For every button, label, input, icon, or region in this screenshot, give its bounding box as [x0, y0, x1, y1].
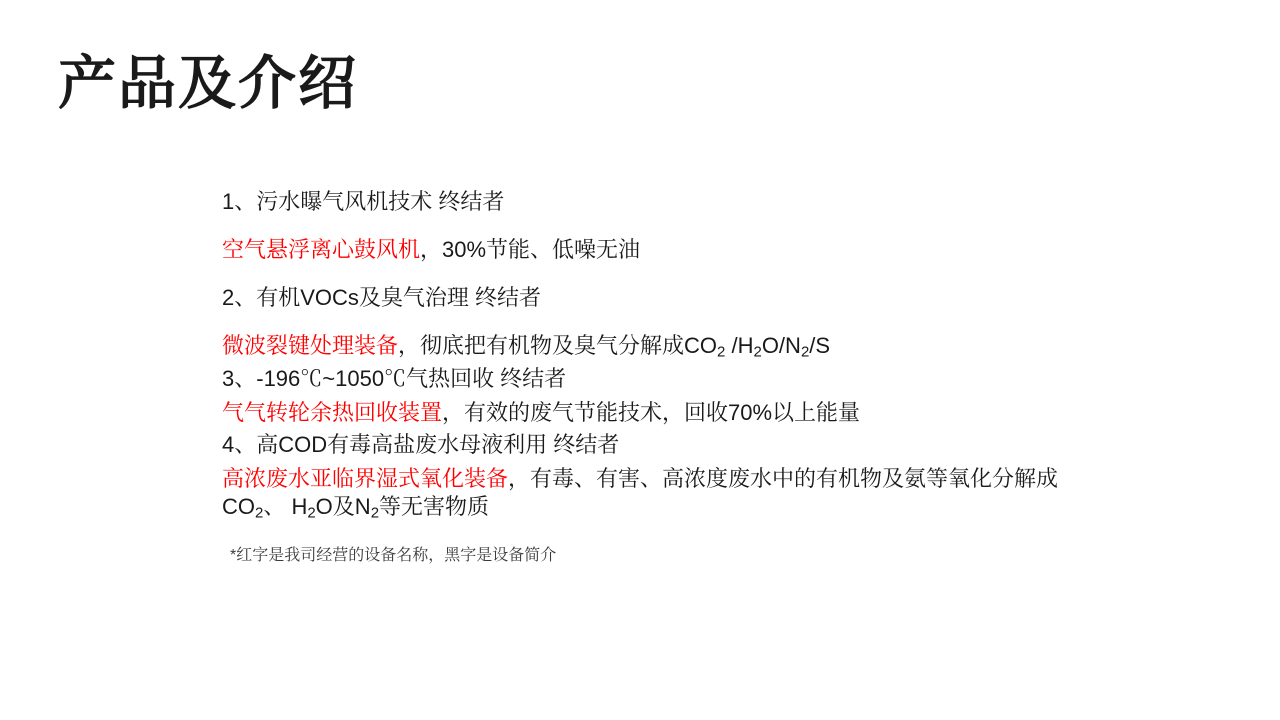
product-desc-4e: O及N [315, 493, 371, 519]
product-desc-4b: 2 [255, 504, 264, 522]
product-desc-4f: 2 [370, 504, 380, 522]
product-name-1: 空气悬浮离心鼓风机 [222, 237, 421, 263]
product-name-2: 微波裂键处理装备 [222, 333, 399, 359]
list-item-heading-1 [222, 188, 1102, 216]
product-desc-2e: O/N [761, 333, 801, 359]
item-index-4: 4、 [222, 431, 257, 457]
page-title: 产品及介绍 [58, 51, 359, 116]
product-desc-2g: /S [809, 333, 831, 359]
product-desc-2c: /H [725, 333, 754, 359]
list-item-detail-2 [222, 332, 1102, 362]
product-desc-2b: 2 [717, 344, 726, 362]
item-index-3: 3、 [222, 366, 257, 392]
item-heading-text-3: -196℃~1050℃气热回收 终结者 [256, 366, 567, 392]
product-desc-2a: ，彻底把有机物及臭气分解成CO [398, 333, 718, 359]
list-item-heading-3 [222, 365, 1102, 393]
product-desc-4c: 、 H [263, 493, 308, 519]
item-index-1: 1、 [222, 189, 257, 214]
item-heading-text-1: 污水曝气风机技术 终结者 [256, 189, 505, 214]
list-item-detail-4 [222, 465, 1102, 523]
product-desc-2d: 2 [753, 344, 762, 362]
item-index-2: 2、 [222, 285, 257, 311]
product-desc-1: ，30%节能、低噪无油 [420, 237, 641, 263]
item-heading-text-2: 有机VOCs及臭气治理 终结者 [256, 285, 542, 311]
list-item-detail-1 [222, 236, 1102, 264]
content-body [222, 188, 1102, 523]
product-desc-4a: ，有毒、有害、高浓度废水中的有机物及氨等氧化分解成CO [222, 465, 1059, 519]
product-name-3: 气气转轮余热回收装置 [222, 400, 443, 426]
product-desc-4g: 等无害物质 [379, 493, 490, 519]
footnote-text: *红字是我司经营的设备名称，黑字是设备简介 [230, 547, 557, 564]
product-desc-3: ，有效的废气节能技术，回收70%以上能量 [442, 400, 861, 426]
list-item-heading-2 [222, 284, 1102, 312]
product-desc-2f: 2 [800, 344, 810, 362]
list-item-heading-4 [222, 431, 1102, 459]
item-heading-text-4: 高COD有毒高盐废水母液利用 终结者 [256, 431, 620, 457]
product-name-4: 高浓废水亚临界湿式氧化装备 [222, 465, 509, 491]
list-item-detail-3 [222, 399, 1102, 427]
product-desc-4d: 2 [307, 504, 316, 522]
